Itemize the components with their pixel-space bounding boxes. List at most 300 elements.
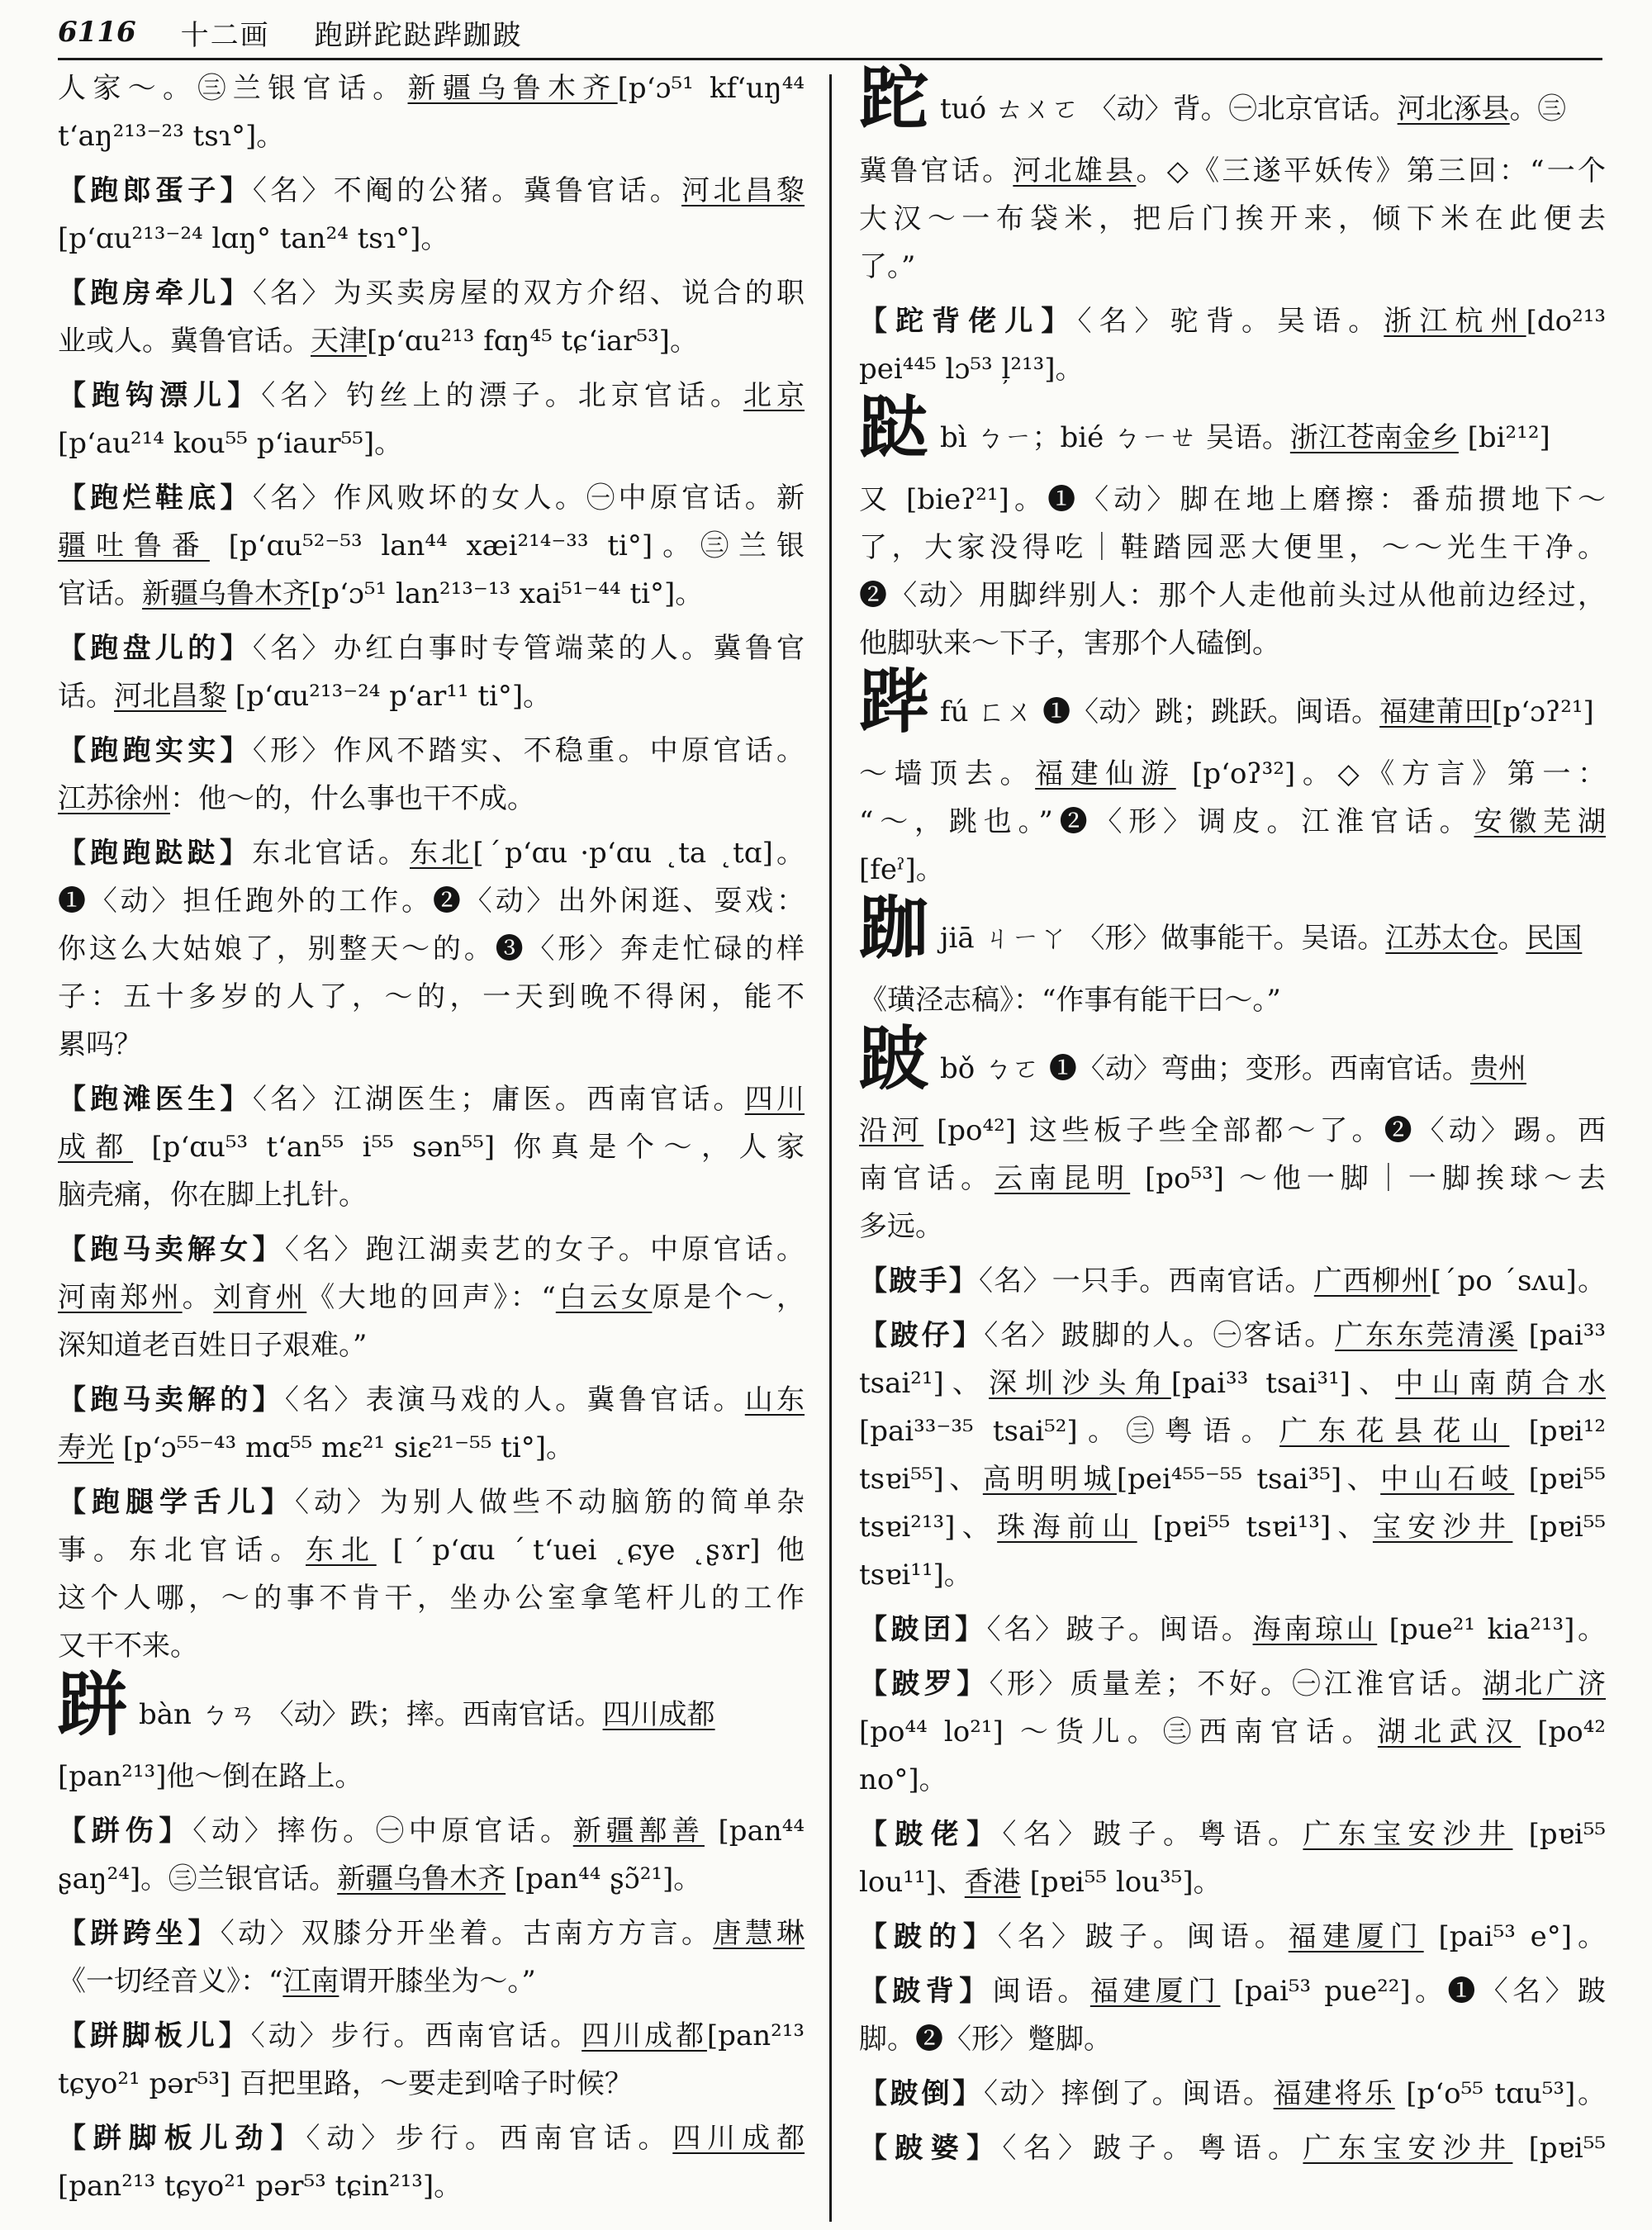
entry-line [58, 372, 805, 420]
entry-text-line [859, 798, 1606, 846]
definition-text: 〈名〉跛子。粤语。 [1002, 1818, 1303, 1851]
definition-text: 〈名〉表演马戏的人。冀鲁官话。 [284, 1383, 745, 1416]
definition-text: tɕyo²¹ pər⁵³] 百把里路，～要走到啥子时候？ [58, 2067, 633, 2100]
definition-text: 人家～。㊂兰银官话。 [58, 72, 408, 105]
definition-text: 〈名〉跛子。粤语。 [1002, 2132, 1303, 2165]
entry-text-line [859, 750, 1606, 798]
entry-headword: 【跑滩医生】 [58, 1083, 253, 1116]
definition-text: [pʻɑu²¹³⁻²⁴ pʻar¹¹ ti°]。 [226, 680, 552, 713]
entry-line [58, 1075, 805, 1123]
entry-text-line [859, 1756, 1606, 1804]
entry-line [58, 1226, 805, 1274]
entry-spacer [859, 1305, 1606, 1312]
definition-text: [pɐi⁵⁵ [1514, 1463, 1607, 1496]
place-name: 宝安沙井 [1372, 1511, 1513, 1544]
entry-line [859, 1913, 1606, 1961]
definition-text: 这个人哪，～的事不肯干，坐办公室拿笔杆儿的工作 [58, 1582, 805, 1615]
entry-continuation-text [58, 112, 805, 160]
entry-text-line [58, 1321, 805, 1369]
definition-text: 〈名〉一只手。西南官话。 [978, 1264, 1314, 1298]
definition-text: [pʻau²¹⁴ kou⁵⁵ pʻiaur⁵⁵]。 [58, 427, 403, 460]
entry-text-line [58, 570, 805, 618]
place-name: 刘育州 [213, 1281, 307, 1314]
entry-text-line [859, 195, 1606, 243]
place-name: 深圳沙头角 [989, 1367, 1171, 1400]
definition-text: [pai⁵³ pue²²]。❶〈名〉跛 [1220, 1975, 1607, 2008]
definition-text: [pʻɔ⁵¹ kfʻuŋ⁴⁴ [617, 72, 805, 105]
entry-text-line [859, 476, 1606, 524]
definition-text: 〈名〉办红白事时专管端菜的人。冀鲁官 [252, 632, 805, 665]
entry-text-line [58, 522, 805, 570]
entry-headword: 【跛的】 [859, 1920, 998, 1953]
entry-headword: 【跑郎蛋子】 [58, 174, 253, 207]
place-name: 广东宝安沙井 [1303, 1818, 1513, 1851]
entry-text-line [58, 1855, 805, 1903]
definition-text: 〈动〉摔倒了。闽语。 [984, 2077, 1274, 2110]
entry-text-line [58, 1622, 805, 1670]
entry-line [859, 1967, 1606, 2015]
definition-text: [pei⁴⁵⁵⁻⁵⁵ tsai³⁵]、 [1116, 1463, 1381, 1496]
entry-line [58, 727, 805, 775]
definition-text: bì ㄅㄧ；bié ㄅㄧㄝ 吴语。 [940, 421, 1290, 454]
definition-text: [pʻɔʔ²¹] [1492, 695, 1594, 728]
entry-text-line [58, 420, 805, 467]
definition-text: bǒ ㄅㄛ ❶〈动〉弯曲；变形。西南官话。 [940, 1052, 1470, 1085]
headword-line [859, 58, 1606, 147]
place-name: 海南琼山 [1252, 1613, 1378, 1646]
place-name: 疆吐鲁番 [58, 529, 210, 562]
definition-text: 你这么大姑娘了，别整天～的。❸〈形〉奔走忙碌的样 [58, 932, 805, 966]
definition-text: 大汉～一布袋米，把后门挨开来，倾下米在此便去 [859, 202, 1606, 235]
entry-spacer [859, 1250, 1606, 1257]
place-name: 中山石岐 [1380, 1463, 1515, 1496]
entry-headword: 【跑钩漂儿】 [58, 379, 262, 412]
place-name: 四川 [744, 1083, 805, 1116]
entry-headword: 【跰脚板儿】 [58, 2019, 251, 2052]
definition-text: tʻaŋ²¹³⁻²³ tsɿ°]。 [58, 120, 285, 153]
definition-text: [pʻɑu⁵²⁻⁵³ lan⁴⁴ xæi²¹⁴⁻³³ ti°]。㊂兰银 [209, 529, 805, 562]
definition-text: 。 [1498, 922, 1526, 955]
entry-text-line [859, 1407, 1606, 1455]
definition-text: 话。 [58, 680, 114, 713]
definition-text: bàn ㄅㄢ 〈动〉跌；摔。西南官话。 [139, 1698, 603, 1731]
definition-text: ～墙顶去。 [859, 757, 1036, 790]
entry-line [859, 297, 1606, 345]
entry-text-line [58, 775, 805, 823]
place-name: 新疆乌鲁木齐 [407, 72, 618, 105]
place-name: 河南郑州 [58, 1281, 183, 1314]
definition-text: ❶〈动〉担任跑外的工作。❷〈动〉出外闲逛、耍戏： [58, 885, 805, 918]
definition-text: 〈名〉跛子。闽语。 [986, 1613, 1253, 1646]
entry-text-line [859, 846, 1606, 894]
entry-text-line [859, 345, 1606, 393]
entry-headword: 【跑马卖解的】 [58, 1383, 285, 1416]
entry-headword: 【跑烂鞋底】 [58, 482, 253, 515]
definition-text: 〈名〉江湖医生；庸医。西南官话。 [252, 1083, 745, 1116]
place-name: 湖北武汉 [1377, 1715, 1521, 1748]
definition-text: 〈动〉步行。西南官话。 [250, 2019, 582, 2052]
entry-text-line [859, 2015, 1606, 2063]
place-name: 珠海前山 [997, 1511, 1137, 1544]
place-name: 东北 [306, 1534, 377, 1567]
place-name: 福建将乐 [1273, 2077, 1395, 2110]
definition-text: ❷〈动〉用脚绊别人：那个人走他前头过从他前边经过， [859, 579, 1606, 612]
entry-text-line [58, 317, 805, 365]
place-name: 广西柳州 [1313, 1264, 1431, 1298]
definition-text: 〈名〉不阉的公猪。冀鲁官话。 [252, 174, 682, 207]
entry-spacer [58, 263, 805, 269]
entry-spacer [859, 1654, 1606, 1660]
definition-text: [pʻɔ⁵⁵⁻⁴³ mɑ⁵⁵ mɛ²¹ siɛ²¹⁻⁵⁵ ti°]。 [114, 1431, 574, 1464]
place-name: 中山南荫合水 [1395, 1367, 1607, 1400]
definition-text: [do²¹³ [1526, 305, 1607, 338]
entry-text-line [58, 672, 805, 720]
definition-text: [pʻo⁵⁵ tɑu⁵³]。 [1394, 2077, 1607, 2110]
headword-line [58, 1663, 805, 1753]
place-name: 新疆乌鲁木齐 [337, 1862, 506, 1896]
entry-spacer [58, 1472, 805, 1478]
entry-text-line [859, 1155, 1606, 1203]
header-characters: 跑跰跎跶跸跏跛 [314, 18, 523, 52]
place-name: 沿河 [859, 1114, 924, 1147]
definition-text: 《一切经音义》：“ [58, 1965, 283, 1998]
entry-text-line [58, 973, 805, 1021]
definition-text: 〈动〉步行。西南官话。 [306, 2122, 673, 2155]
definition-text: 〈名〉钓丝上的漂子。北京官话。 [261, 379, 743, 412]
entry-text-line [58, 2060, 805, 2108]
place-name: 江南 [282, 1965, 339, 1998]
definition-text: [po⁵³] ～他一脚｜一脚挨球～去 [1130, 1162, 1607, 1195]
definition-text: [pan⁴⁴ [704, 1815, 805, 1848]
definition-text: 又干不来。 [58, 1630, 198, 1663]
place-name: 贵州 [1469, 1052, 1526, 1085]
entry-text-line [859, 619, 1606, 667]
entry-headword: 【跰伤】 [58, 1815, 193, 1848]
entry-headword: 【跑腿学舌儿】 [58, 1486, 295, 1519]
definition-text: 〈动〉为别人做些不动脑筋的简单杂 [295, 1486, 805, 1519]
column-divider [829, 74, 832, 2222]
definition-text: 〈名〉为买卖房屋的双方介绍、说合的职 [252, 277, 805, 310]
headword-line [859, 1018, 1606, 1107]
entry-headword: 【跛倒】 [859, 2077, 985, 2110]
entry-line [58, 167, 805, 215]
definition-text: “～，跳也。”❷〈形〉调皮。江淮官话。 [859, 805, 1474, 838]
definition-text: [pai⁵³ e°]。 [1423, 1920, 1607, 1953]
entry-headword: 【跑房牵儿】 [58, 277, 253, 310]
entry-line [58, 1910, 805, 1957]
entry-line [859, 2070, 1606, 2118]
entry-spacer [859, 1906, 1606, 1913]
entry-text-line [859, 1203, 1606, 1250]
place-name: 河北涿县 [1397, 93, 1510, 126]
place-name: 白云女 [555, 1281, 653, 1314]
definition-text: [pʻɑu²¹³ fɑŋ⁴⁵ tɕʻiar⁵³]。 [367, 325, 698, 358]
entry-text-line [58, 1021, 805, 1069]
entry-spacer [859, 1804, 1606, 1810]
entry-line [58, 1478, 805, 1526]
definition-text: lou¹¹]、 [859, 1866, 965, 1899]
entry-headword: 【跑马卖解女】 [58, 1233, 285, 1266]
definition-text: tuó ㄊㄨㄛ 〈动〉背。㊀北京官话。 [940, 93, 1398, 126]
definition-text: 业或人。冀鲁官话。 [58, 325, 311, 358]
entry-text-line [58, 1753, 805, 1801]
entry-text-line [58, 215, 805, 263]
definition-text: tsɐi²¹³]、 [859, 1511, 998, 1544]
definition-text: 。㊂ [1509, 93, 1566, 126]
entry-spacer [58, 2005, 805, 2012]
definition-text: 〈动〉双膝分开坐着。古南方方言。 [220, 1917, 714, 1950]
definition-text: [po⁴² [1521, 1715, 1606, 1748]
entry-text-line [58, 1957, 805, 2005]
definition-text: [pue²¹ kia²¹³]。 [1377, 1613, 1607, 1646]
entry-spacer [859, 1961, 1606, 1967]
definition-text: [pan²¹³ tɕyo²¹ pər⁵³ tɕin²¹³]。 [58, 2170, 463, 2203]
definition-text: 谓开膝坐为～。” [339, 1965, 536, 1998]
definition-text: [pɐi⁵⁵ [1512, 1511, 1606, 1544]
place-name: 浙江苍南金乡 [1289, 421, 1459, 454]
definition-text: [bi²¹²] [1458, 421, 1550, 454]
entry-text-line [859, 147, 1606, 195]
definition-text: 〈名〉跛子。闽语。 [997, 1920, 1289, 1953]
entry-headword: 【跑盘儿的】 [58, 632, 253, 665]
entry-text-line [859, 1503, 1606, 1551]
entry-text-line [859, 1359, 1606, 1407]
definition-text: [pan²¹³ [706, 2019, 805, 2052]
definition-text: tsɐi¹¹]。 [859, 1559, 972, 1592]
definition-text: [pɐi⁵⁵ [1512, 1818, 1607, 1851]
place-name: 福建厦门 [1288, 1920, 1424, 1953]
place-name: 河北昌黎 [114, 680, 226, 713]
entry-headword: 【跑跑实实】 [58, 734, 253, 767]
entry-headword: 【跛仔】 [859, 1319, 985, 1352]
entry-text-line [859, 1551, 1606, 1599]
entry-headword: 【跰脚板儿劲】 [58, 2122, 306, 2155]
entry-headword: 【跰跨坐】 [58, 1917, 221, 1950]
definition-text: 〈形〉质量差；不好。㊀江淮官话。 [989, 1668, 1483, 1701]
definition-text: ʂaŋ²⁴]。㊂兰银官话。 [58, 1862, 338, 1896]
entry-spacer [859, 2118, 1606, 2124]
headword-line [859, 887, 1606, 976]
entry-text-line [859, 1455, 1606, 1503]
entry-headword: 【跛囝】 [859, 1613, 987, 1646]
definition-text: [pan²¹³]他～倒在路上。 [58, 1760, 363, 1793]
entry-headword: 【跑跑跶跶】 [58, 837, 253, 870]
place-name: 山东 [744, 1383, 805, 1416]
entry-headword: 【跎背佬儿】 [859, 305, 1078, 338]
place-name: 新疆乌鲁木齐 [142, 577, 311, 610]
entry-headword: 【跛手】 [859, 1264, 979, 1298]
definition-text: 〈动〉摔伤。㊀中原官话。 [192, 1815, 573, 1848]
entry-headword: 【跛婆】 [859, 2132, 1003, 2165]
place-name: 民国 [1526, 922, 1583, 955]
place-name: 湖北广济 [1482, 1668, 1607, 1701]
definition-text: 〈名〉驼背。吴语。 [1077, 305, 1384, 338]
definition-text: 东北官话。 [252, 837, 410, 870]
definition-text: ：他～的，什么事也干不成。 [170, 782, 535, 815]
headword-character: 跏 [859, 887, 929, 969]
entry-text-line [58, 1274, 805, 1321]
definition-text: [po⁴⁴ lo²¹] ～货儿。㊂西南官话。 [859, 1715, 1378, 1748]
headword-line [859, 387, 1606, 476]
definition-text: 累吗？ [58, 1028, 142, 1061]
headword-character: 跰 [58, 1663, 128, 1745]
definition-text: 〈名〉跑江湖卖艺的女子。中原官话。 [284, 1233, 805, 1266]
definition-text: [pʻɑu²¹³⁻²⁴ lɑŋ° tan²⁴ tsɿ°]。 [58, 222, 449, 255]
definition-text: 闽语。 [992, 1975, 1090, 2008]
entry-line [58, 1376, 805, 1424]
definition-text: no°]。 [859, 1763, 947, 1796]
place-name: 四川成都 [602, 1698, 715, 1731]
place-name: 广东东莞清溪 [1335, 1319, 1517, 1352]
definition-text: 〈形〉作风不踏实、不稳重。中原官话。 [252, 734, 805, 767]
definition-text: [pɐi⁵⁵ [1512, 2132, 1607, 2165]
entry-text-line [58, 1171, 805, 1219]
entry-spacer [859, 291, 1606, 297]
definition-text: [ˊpʻɑu ˊtʻuei ˛ɕye ˛ʂɤr] 他 [376, 1534, 805, 1567]
entry-text-line [58, 1574, 805, 1622]
place-name: 福建仙游 [1035, 757, 1176, 790]
left-column [58, 64, 805, 2210]
place-name: 河北昌黎 [681, 174, 805, 207]
entry-continuation-text [58, 64, 805, 112]
definition-text: 原是个～， [652, 1281, 805, 1314]
entry-text-line [859, 243, 1606, 291]
definition-text: [ˊpo ˊsʌu]。 [1430, 1264, 1607, 1298]
definition-text: 南官话。 [859, 1162, 995, 1195]
entry-line [58, 624, 805, 672]
place-name: 江苏太仓 [1385, 922, 1498, 955]
definition-text: tsɐi⁵⁵]、 [859, 1463, 983, 1496]
place-name: 云南昆明 [995, 1162, 1131, 1195]
definition-text: [pʻɔ⁵¹ lan²¹³⁻¹³ xai⁵¹⁻⁴⁴ ti°]。 [311, 577, 704, 610]
headword-line [859, 661, 1606, 750]
definition-text: 深知道老百姓日子艰难。” [58, 1329, 368, 1362]
entry-spacer [58, 365, 805, 372]
entry-text-line [58, 925, 805, 973]
place-name: 新疆鄯善 [572, 1815, 705, 1848]
entry-line [859, 1312, 1606, 1359]
entry-spacer [859, 1599, 1606, 1606]
entry-spacer [58, 1801, 805, 1807]
entry-spacer [58, 1219, 805, 1226]
entry-text-line [859, 572, 1606, 619]
definition-text: 多远。 [859, 1210, 943, 1243]
entry-headword: 【跛佬】 [859, 1818, 1003, 1851]
entry-spacer [859, 2063, 1606, 2070]
headword-character: 跛 [859, 1018, 929, 1099]
entry-text-line [58, 1123, 805, 1171]
entry-text-line [859, 976, 1606, 1024]
entry-spacer [58, 720, 805, 727]
definition-text: [ˊpʻɑu ·pʻɑu ˛ta ˛tɑ]。 [472, 837, 805, 870]
entry-spacer [58, 1069, 805, 1075]
entry-spacer [58, 467, 805, 474]
place-name: 寿光 [58, 1431, 114, 1464]
entry-line [859, 1257, 1606, 1305]
entry-headword: 【跛背】 [859, 1975, 993, 2008]
entry-text-line [859, 524, 1606, 572]
definition-text: 《璜泾志稿》：“作事有能干曰～。” [859, 984, 1281, 1017]
definition-text: 。 [182, 1281, 214, 1314]
definition-text: 官话。 [58, 577, 142, 610]
definition-text: [feˀ]。 [859, 853, 944, 886]
definition-text: 他脚驮来～下子，害那个人磕倒。 [859, 627, 1280, 660]
entry-line [58, 474, 805, 522]
entry-line [58, 269, 805, 317]
place-name: 天津 [311, 325, 367, 358]
place-name: 唐慧琳 [713, 1917, 805, 1950]
entry-spacer [58, 160, 805, 167]
headword-character: 跸 [859, 661, 929, 743]
place-name: 北京 [743, 379, 805, 412]
entry-spacer [58, 2108, 805, 2114]
definition-text: 了。” [859, 250, 916, 283]
place-name: 广东宝安沙井 [1303, 2132, 1513, 2165]
entry-spacer [58, 1369, 805, 1376]
entry-text-line [58, 877, 805, 925]
place-name: 福建厦门 [1089, 1975, 1221, 2008]
entry-text-line [859, 1858, 1606, 1906]
entry-text-line [58, 1526, 805, 1574]
page-number: 6116 [58, 16, 136, 49]
definition-text: 又 [bieʔ²¹]。❶〈动〉脚在地上磨擦：番茄掼地下～ [859, 483, 1606, 516]
definition-text: [pai³³⁻³⁵ tsai⁵²]。㊂粤语。 [859, 1415, 1279, 1448]
page-header [58, 7, 1602, 60]
definition-text: 事。东北官话。 [58, 1534, 306, 1567]
entry-text-line [859, 1708, 1606, 1756]
definition-text: 〈名〉作风败坏的女人。㊀中原官话。新 [252, 482, 805, 515]
entry-text-line [58, 2162, 805, 2210]
entry-line [58, 2012, 805, 2060]
definition-text: [pʻoʔ³²]。◇《方言》第一： [1175, 757, 1607, 790]
definition-text: [pɐi¹² [1509, 1415, 1607, 1448]
definition-text: [pɐi⁵⁵ tsɐi¹³]、 [1137, 1511, 1373, 1544]
entry-spacer [58, 823, 805, 829]
entry-spacer [58, 618, 805, 624]
entry-line [859, 1660, 1606, 1708]
headword-character: 跶 [859, 387, 929, 468]
place-name: 福建莆田 [1379, 695, 1493, 728]
definition-text: 〈名〉跛脚的人。㊀客话。 [984, 1319, 1336, 1352]
definition-text: 脑壳痛，你在脚上扎针。 [58, 1179, 367, 1212]
entry-headword: 【跛罗】 [859, 1668, 990, 1701]
place-name: 成都 [58, 1131, 134, 1164]
definition-text: [pai³³ tsai³¹]、 [1170, 1367, 1396, 1400]
entry-line [859, 1810, 1606, 1858]
place-name: 河北雄县 [1013, 154, 1137, 187]
definition-text: [pan⁴⁴ ʂɔ̃²¹]。 [506, 1862, 702, 1896]
definition-text: [pɐi⁵⁵ lou³⁵]。 [1020, 1866, 1222, 1899]
definition-text: 子：五十多岁的人了，～的，一天到晚不得闲，能不 [58, 980, 805, 1013]
definition-text: 了，大家没得吃｜鞋踏园恶大便里，～～光生干净。 [859, 531, 1606, 564]
place-name: 东北 [409, 837, 473, 870]
definition-text: 脚。❷〈形〉蹩脚。 [859, 2023, 1112, 2056]
definition-text: jiā ㄐㄧㄚ 〈形〉做事能干。吴语。 [940, 922, 1386, 955]
entry-line [859, 2124, 1606, 2172]
place-name: 四川成都 [672, 2122, 805, 2155]
place-name: 江苏徐州 [58, 782, 170, 815]
definition-text: fú ㄈㄨ ❶〈动〉跳；跳跃。闽语。 [940, 695, 1380, 728]
place-name: 广东花县花山 [1279, 1415, 1510, 1448]
right-column [859, 58, 1607, 2172]
definition-text: [po⁴²] 这些板子些全部都～了。❷〈动〉踢。西 [923, 1114, 1607, 1147]
headword-character: 跎 [859, 58, 929, 140]
place-name: 四川成都 [582, 2019, 707, 2052]
definition-text: 。◇《三遂平妖传》第三回：“一个 [1136, 154, 1607, 187]
place-name: 安徽芜湖 [1474, 805, 1607, 838]
definition-text: [pʻɑu⁵³ tʻan⁵⁵ i⁵⁵ sən⁵⁵] 你真是个～，人家 [133, 1131, 805, 1164]
stroke-section-label: 十二画 [180, 18, 270, 52]
